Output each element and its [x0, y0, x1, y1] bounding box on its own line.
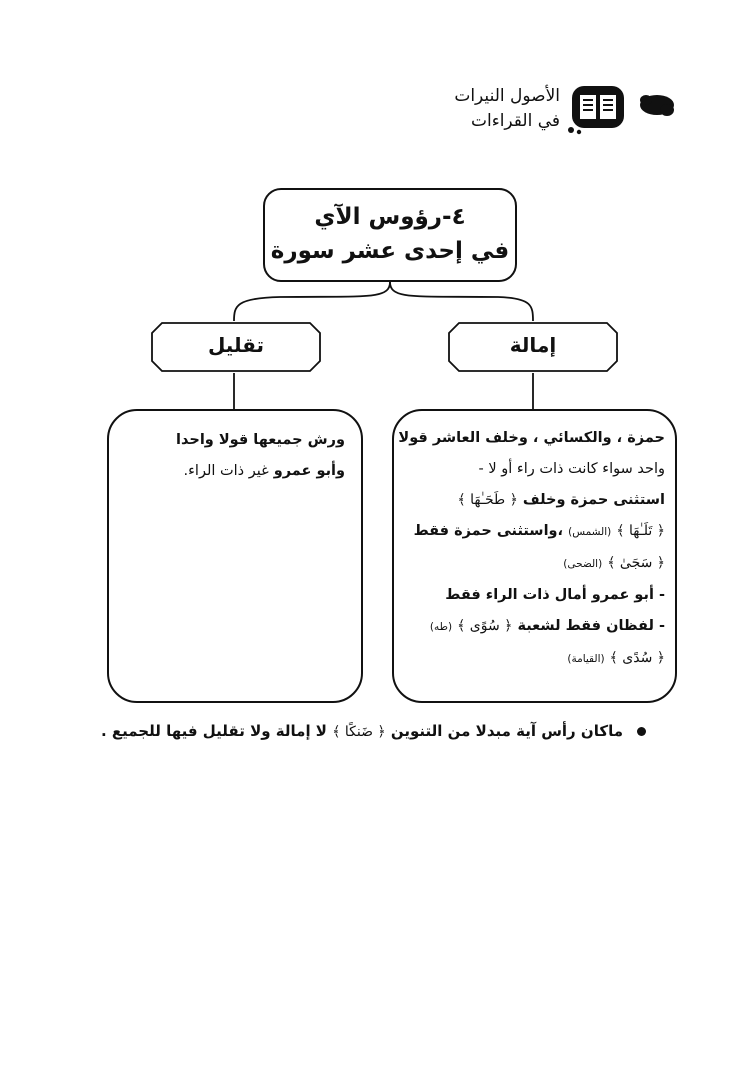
- taqlil-line-1: ورش جميعها قولا واحدا: [176, 432, 345, 448]
- imala-line-8: ﴿ سُدًى ﴾ (القيامة): [567, 650, 665, 666]
- imala-line-2: واحد سواء كانت ذات راء أو لا -: [478, 461, 665, 477]
- imala-line-1: حمزة ، والكسائي ، وخلف العاشر قولا: [398, 430, 665, 446]
- imala-line-3: استثنى حمزة وخلف ﴿ طَحَـٰهَا ﴾: [457, 492, 665, 508]
- bullet-icon: [637, 727, 646, 736]
- imala-line-6: - أبو عمرو أمال ذات الراء فقط: [445, 587, 665, 603]
- main-topic-line2: في إحدى عشر سورة: [270, 238, 510, 264]
- footnote-text-before: ماكان رأس آية مبدلا من التنوين: [390, 722, 623, 740]
- imala-tag: [447, 321, 619, 373]
- imala-line-5: ﴿ سَجَىٰ ﴾ (الضحى): [563, 555, 665, 571]
- imala-line-7: - لفظان فقط لشعبة ﴿ سُوًى ﴾ (طه): [429, 618, 665, 634]
- footnote: [101, 722, 646, 740]
- taqlil-details-panel: [107, 409, 363, 703]
- footnote-text-after: لا إمالة ولا تقليل فيها للجميع .: [100, 722, 327, 740]
- book-title-line1: الأصول النيرات: [454, 86, 560, 106]
- taqlil-tag: [150, 321, 322, 373]
- taqlil-line-2: وأبو عمرو غير ذات الراء.: [183, 463, 345, 479]
- main-topic-line1: ٤-رؤوس الآي: [314, 204, 466, 230]
- imala-label: إمالة: [509, 333, 557, 357]
- imala-details-panel: [392, 409, 677, 703]
- footnote-quran-word: ﴿ ضَنكًا ﴾: [332, 724, 386, 740]
- imala-line-4: ﴿ تَلَـٰهَا ﴾ (الشمس) ،واستثنى حمزة فقط: [413, 523, 665, 539]
- main-topic-box: [263, 188, 517, 282]
- book-title-line2: في القراءات: [470, 111, 560, 131]
- taqlil-label: تقليل: [207, 333, 265, 357]
